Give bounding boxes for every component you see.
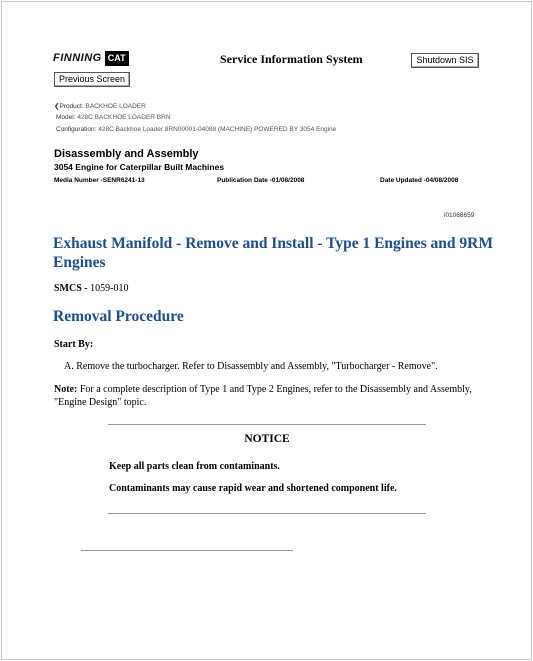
footer-rule xyxy=(81,550,293,551)
publication-date: Publication Date -01/08/2008 xyxy=(217,177,305,184)
document-id: i01068659 xyxy=(444,212,475,219)
smcs-label: SMCS - xyxy=(54,283,88,294)
notice-bottom-rule xyxy=(108,513,426,514)
finning-cat-logo xyxy=(53,50,129,66)
media-number: Media Number -SENR6241-13 xyxy=(54,177,145,184)
page-frame xyxy=(1,1,532,660)
procedure-heading: Removal Procedure xyxy=(53,308,184,325)
product-value: BACKHOE LOADER xyxy=(85,103,146,110)
smcs-code xyxy=(54,283,128,294)
back-arrow-icon[interactable]: ❮ xyxy=(54,103,60,110)
configuration-line xyxy=(56,126,336,133)
section-subtitle: 3054 Engine for Caterpillar Built Machines xyxy=(54,162,225,172)
page-title: Exhaust Manifold - Remove and Install - Type 1 Engines and 9RM Engines xyxy=(53,235,493,271)
previous-screen-button[interactable]: Previous Screen xyxy=(54,72,130,87)
notice-line-2: Contaminants may cause rapid wear and shortened component life. xyxy=(109,483,397,494)
finning-logo-text: FINNING xyxy=(53,52,102,64)
date-updated: Date Updated -04/08/2008 xyxy=(380,177,459,184)
notice-top-rule xyxy=(108,424,426,425)
note-paragraph xyxy=(54,383,474,409)
product-label: Product: xyxy=(59,103,84,110)
model-line xyxy=(56,114,171,121)
notice-heading: NOTICE xyxy=(244,433,290,445)
cat-logo-badge: CAT xyxy=(105,51,129,66)
section-title: Disassembly and Assembly xyxy=(54,148,199,160)
system-title: Service Information System xyxy=(220,52,363,66)
note-text: For a complete description of Type 1 and Type 2 Engines, refer to the Disassembly and Assembly, "Engine Design" topic. xyxy=(54,384,472,408)
shutdown-sis-button[interactable]: Shutdown SIS xyxy=(411,53,479,68)
note-label: Note: xyxy=(54,384,78,395)
model-value: 428C BACKHOE LOADER BRN xyxy=(77,114,171,121)
step-a: A. Remove the turbocharger. Refer to Disassembly and Assembly, "Turbocharger - Remove". xyxy=(64,361,438,372)
notice-line-1: Keep all parts clean from contaminants. xyxy=(109,461,280,472)
configuration-value: 428C Backhoe Loader 8RN00001-04088 (MACHINE) POWERED BY 3054 Engine xyxy=(98,126,337,133)
start-by-label: Start By: xyxy=(54,339,94,350)
product-line xyxy=(54,102,146,110)
model-label: Model: xyxy=(56,114,76,121)
configuration-label: Configuration: xyxy=(56,126,97,133)
smcs-value: 1059-010 xyxy=(90,283,129,294)
